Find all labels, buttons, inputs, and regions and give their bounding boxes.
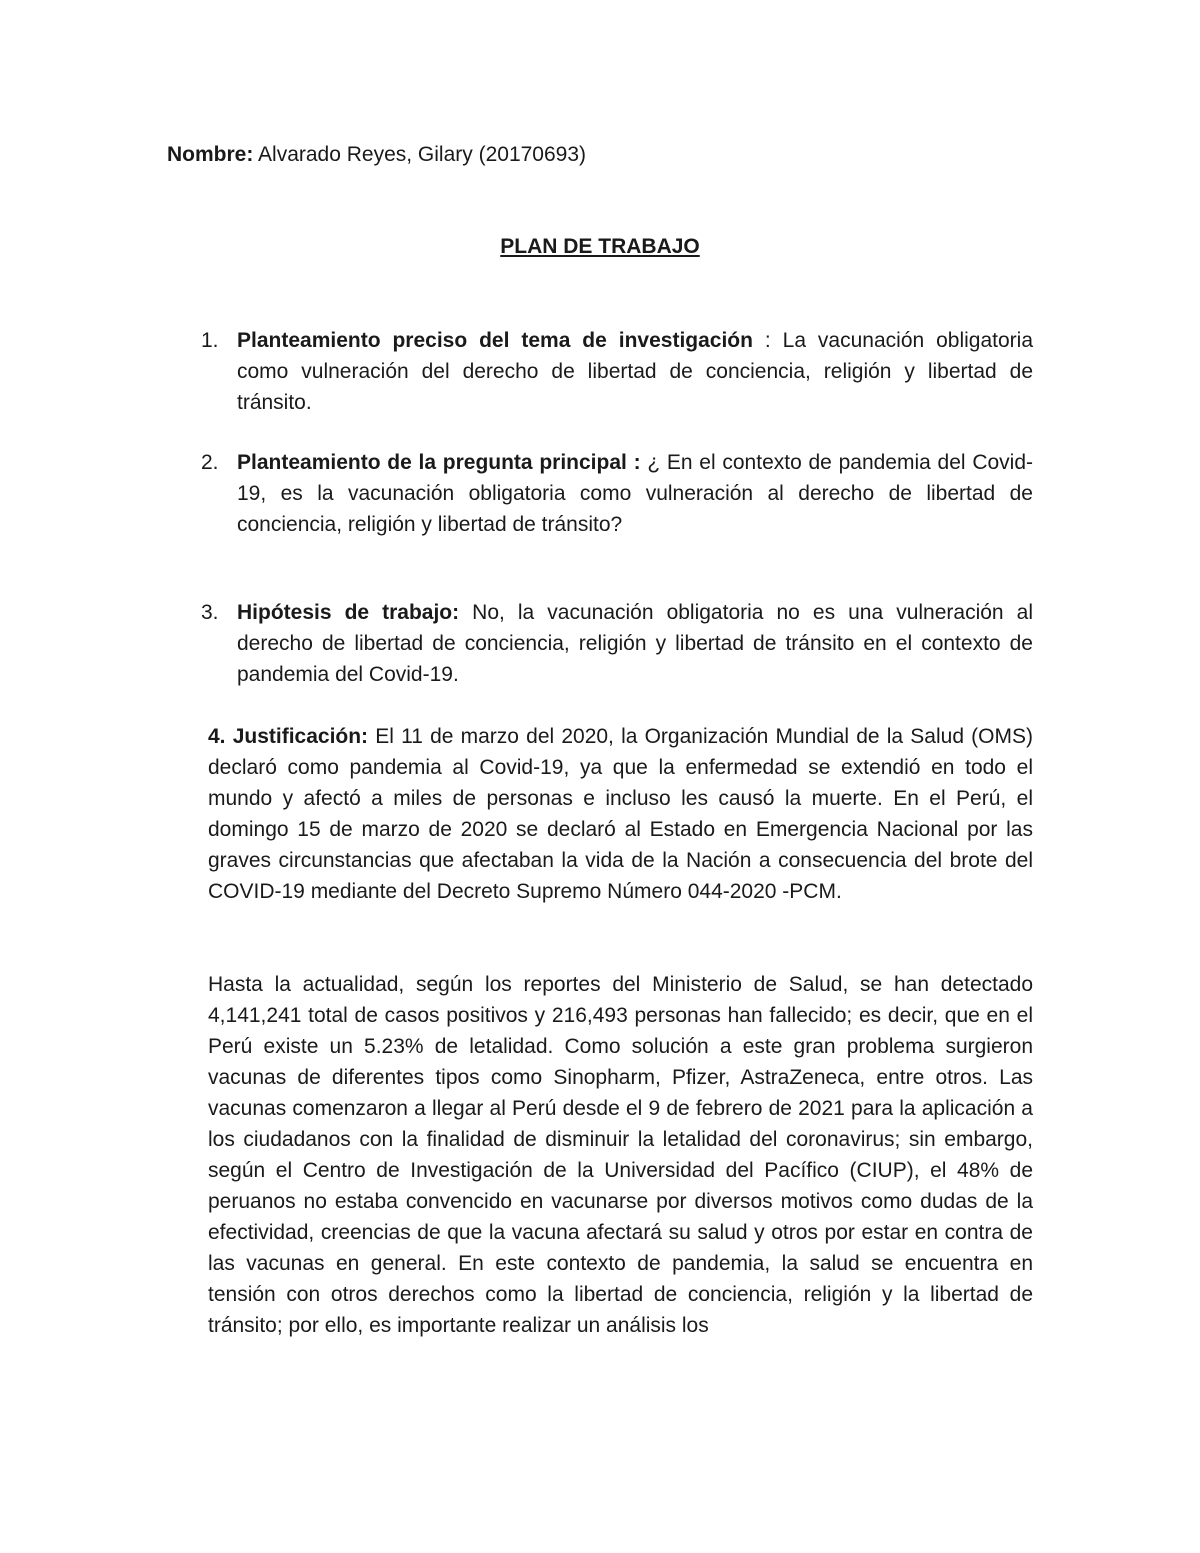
list-item-heading: Hipótesis de trabajo:: [237, 601, 460, 624]
list-item-topic: [201, 325, 1033, 418]
justification-heading: 4. Justificación:: [208, 725, 369, 748]
justification-section: [208, 721, 1033, 907]
list-item-text: ¿ En el contexto de pandemia del Covid-19, es la vacunación obligatoria como vulneración al derecho de libertad de conciencia, religión y libertad de tránsito?: [237, 451, 1033, 536]
list-item-hypothesis: [201, 597, 1033, 690]
document-title: PLAN DE TRABAJO: [500, 235, 700, 258]
list-item-text: No, la vacunación obligatoria no es una vulneración al derecho de libertad de conciencia, religión y libertad de tránsito en el contexto de pandemia del Covid-19.: [237, 601, 1033, 686]
list-item-number: 3.: [201, 601, 219, 624]
list-item-question: [201, 447, 1033, 540]
justification-paragraph-2: Hasta la actualidad, según los reportes del Ministerio de Salud, se han detectado 4,141,241 total de casos positivos y 216,493 personas han fallecido; es decir, que en el Perú existe un 5.23% de letalidad. Como solución a este gran problema surgieron vacunas de diferentes tipos como Sinopharm, Pfizer, AstraZeneca, entre otros. Las vacunas comenzaron a llegar al Perú desde el 9 de febrero de 2021 para la aplicación a los ciudadanos con la finalidad de disminuir la letalidad del coronavirus; sin embargo, según el Centro de Investigación de la Universidad del Pacífico (CIUP), el 48% de peruanos no estaba convencido en vacunarse por diversos motivos como dudas de la efectividad, creencias de que la vacuna afectará su salud y otros por estar en contra de las vacunas en general. En este contexto de pandemia, la salud se encuentra en tensión con otros derechos como la libertad de conciencia, religión y la libertad de tránsito; por ello, es importante realizar un análisis los: [208, 973, 1033, 1337]
list-item-text: : La vacunación obligatoria como vulneración del derecho de libertad de conciencia, religión y libertad de tránsito.: [237, 329, 1033, 414]
justification-text: El 11 de marzo del 2020, la Organización Mundial de la Salud (OMS) declaró como pandemia al Covid-19, ya que la enfermedad se extendió en todo el mundo y afectó a miles de personas e incluso les causó la muerte. En el Perú, el domingo 15 de marzo de 2020 se declaró al Estado en Emergencia Nacional por las graves circunstancias que afectaban la vida de la Nación a consecuencia del brote del COVID-19 mediante del Decreto Supremo Número 044-2020 -PCM.: [208, 725, 1033, 903]
name-value: Alvarado Reyes, Gilary (20170693): [253, 143, 587, 166]
list-item-heading: Planteamiento preciso del tema de investigación: [237, 329, 753, 352]
name-label: Nombre:: [167, 143, 254, 166]
list-item-number: 2.: [201, 451, 219, 474]
student-name-line: [167, 140, 586, 170]
list-item-number: 1.: [201, 329, 219, 352]
list-item-heading: Planteamiento de la pregunta principal :: [237, 451, 641, 474]
